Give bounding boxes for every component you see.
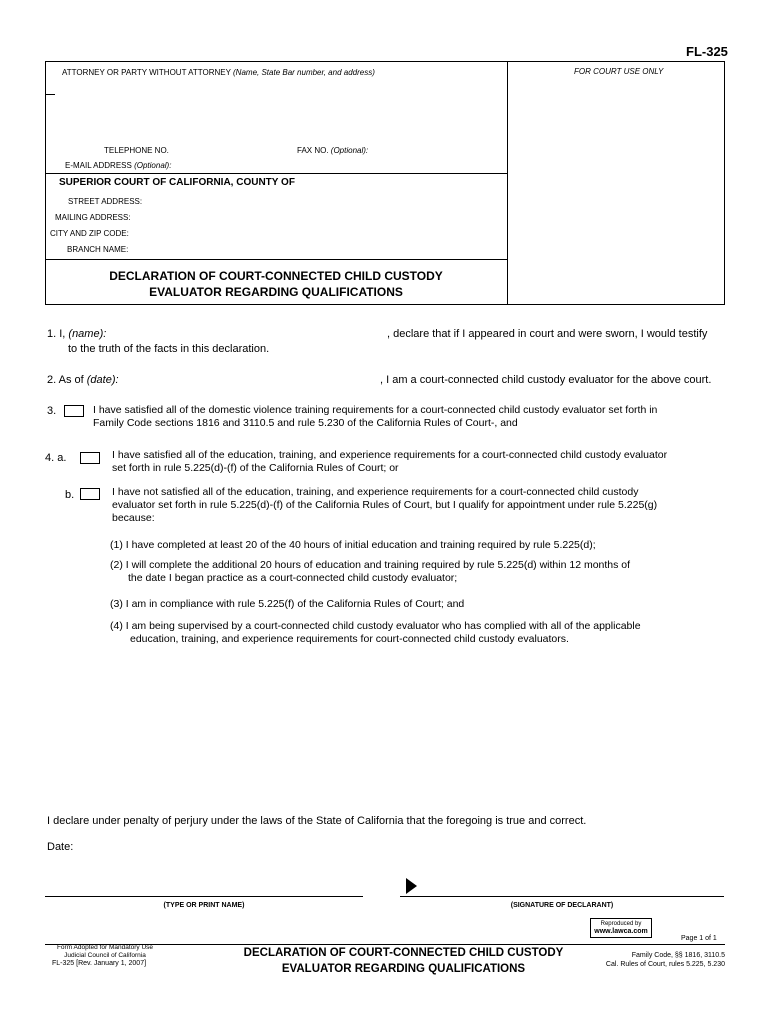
signature-arrow-icon: [406, 878, 417, 894]
caption-title: DECLARATION OF COURT-CONNECTED CHILD CUSTODY EVALUATOR REGARDING QUALIFICATIONS: [109, 269, 443, 299]
perjury-declaration: I declare under penalty of perjury under the laws of the State of California that the foregoing is true and correct.: [47, 815, 587, 827]
court-use-label: FOR COURT USE ONLY: [574, 67, 664, 76]
caption-divider: [507, 61, 508, 305]
adopted-by: Form Adopted for Mandatory Use Judicial Council of California: [56, 944, 154, 959]
legal-references: Family Code, §§ 1816, 3110.5 Cal. Rules of Court, rules 5.225, 5.230: [605, 952, 725, 968]
item-4b-text: I have not satisfied all of the education, training, and experience requirements for a court-connected child custody evaluator set forth in rule 5.225(d)-(f) of the California Rules of Court, but I qualify for appointment under rule 5.225(g) because:: [112, 486, 658, 524]
city-zip-label: CITY AND ZIP CODE:: [50, 229, 129, 238]
street-address-label: STREET ADDRESS:: [68, 197, 143, 206]
fax-label: FAX NO. (Optional):: [297, 146, 369, 155]
item-4b-number: b.: [65, 489, 75, 501]
item-1-declare: , declare that if I appeared in court and were sworn, I would testify: [387, 328, 708, 340]
email-label: E-MAIL ADDRESS (Optional):: [65, 161, 172, 170]
caption-rule-1: [45, 173, 507, 174]
item-1-line2: to the truth of the facts in this declaration.: [68, 343, 270, 355]
item-4a-number: 4. a.: [45, 452, 67, 464]
type-name-label: (TYPE OR PRINT NAME): [163, 902, 245, 909]
sub-item-1: (1) I have completed at least 20 of the 40 hours of initial education and training required by rule 5.225(d);: [110, 539, 596, 551]
item-2-label: 2. As of (date):: [47, 374, 119, 386]
item-3-number: 3.: [47, 405, 57, 417]
publisher-stamp: Reproduced by www.lawca.com: [590, 918, 652, 938]
signature-line: [400, 896, 724, 897]
form-number: FL-325: [686, 44, 728, 59]
item-2-text: , I am a court-connected child custody evaluator for the above court.: [380, 374, 712, 386]
attorney-tick: [45, 94, 55, 95]
item-4b-checkbox[interactable]: [80, 488, 100, 500]
item-3-checkbox[interactable]: [64, 405, 84, 417]
item-4a-checkbox[interactable]: [80, 452, 100, 464]
court-name-label: SUPERIOR COURT OF CALIFORNIA, COUNTY OF: [59, 177, 295, 188]
attorney-label: ATTORNEY OR PARTY WITHOUT ATTORNEY (Name, State Bar number, and address): [62, 68, 375, 77]
date-label: Date:: [47, 841, 74, 853]
sub-item-4: (4) I am being supervised by a court-connected child custody evaluator who has complied with all of the applicable education, training, and experience requirements for court-connected child custody evaluators.: [110, 620, 641, 645]
mailing-address-label: MAILING ADDRESS:: [55, 213, 131, 222]
sub-item-3: (3) I am in compliance with rule 5.225(f) of the California Rules of Court; and: [110, 598, 465, 610]
item-4a-text: I have satisfied all of the education, training, and experience requirements for a court-connected child custody evaluator set forth in rule 5.225(d)-(f) of the California Rules of Court; or: [112, 449, 668, 474]
form-revision: FL-325 [Rev. January 1, 2007]: [52, 960, 147, 967]
footer-title: DECLARATION OF COURT-CONNECTED CHILD CUSTODY EVALUATOR REGARDING QUALIFICATIONS: [243, 947, 564, 975]
name-line: [45, 896, 363, 897]
sub-item-2: (2) I will complete the additional 20 hours of education and training required by rule 5.225(d) within 12 months of the date I began practice as a court-connected child custody evaluator;: [110, 559, 631, 584]
telephone-label: TELEPHONE NO.: [104, 146, 169, 155]
item-3-text: I have satisfied all of the domestic violence training requirements for a court-connected child custody evaluator set forth in Family Code sections 1816 and 3110.5 and rule 5.230 of the California Rules of Court-, and: [93, 404, 658, 429]
branch-name-label: BRANCH NAME:: [67, 245, 129, 254]
caption-rule-2: [45, 259, 507, 260]
signature-label: (SIGNATURE OF DECLARANT): [510, 902, 614, 909]
page-number: Page 1 of 1: [681, 935, 717, 942]
item-1-label: 1. I, (name):: [47, 328, 107, 340]
